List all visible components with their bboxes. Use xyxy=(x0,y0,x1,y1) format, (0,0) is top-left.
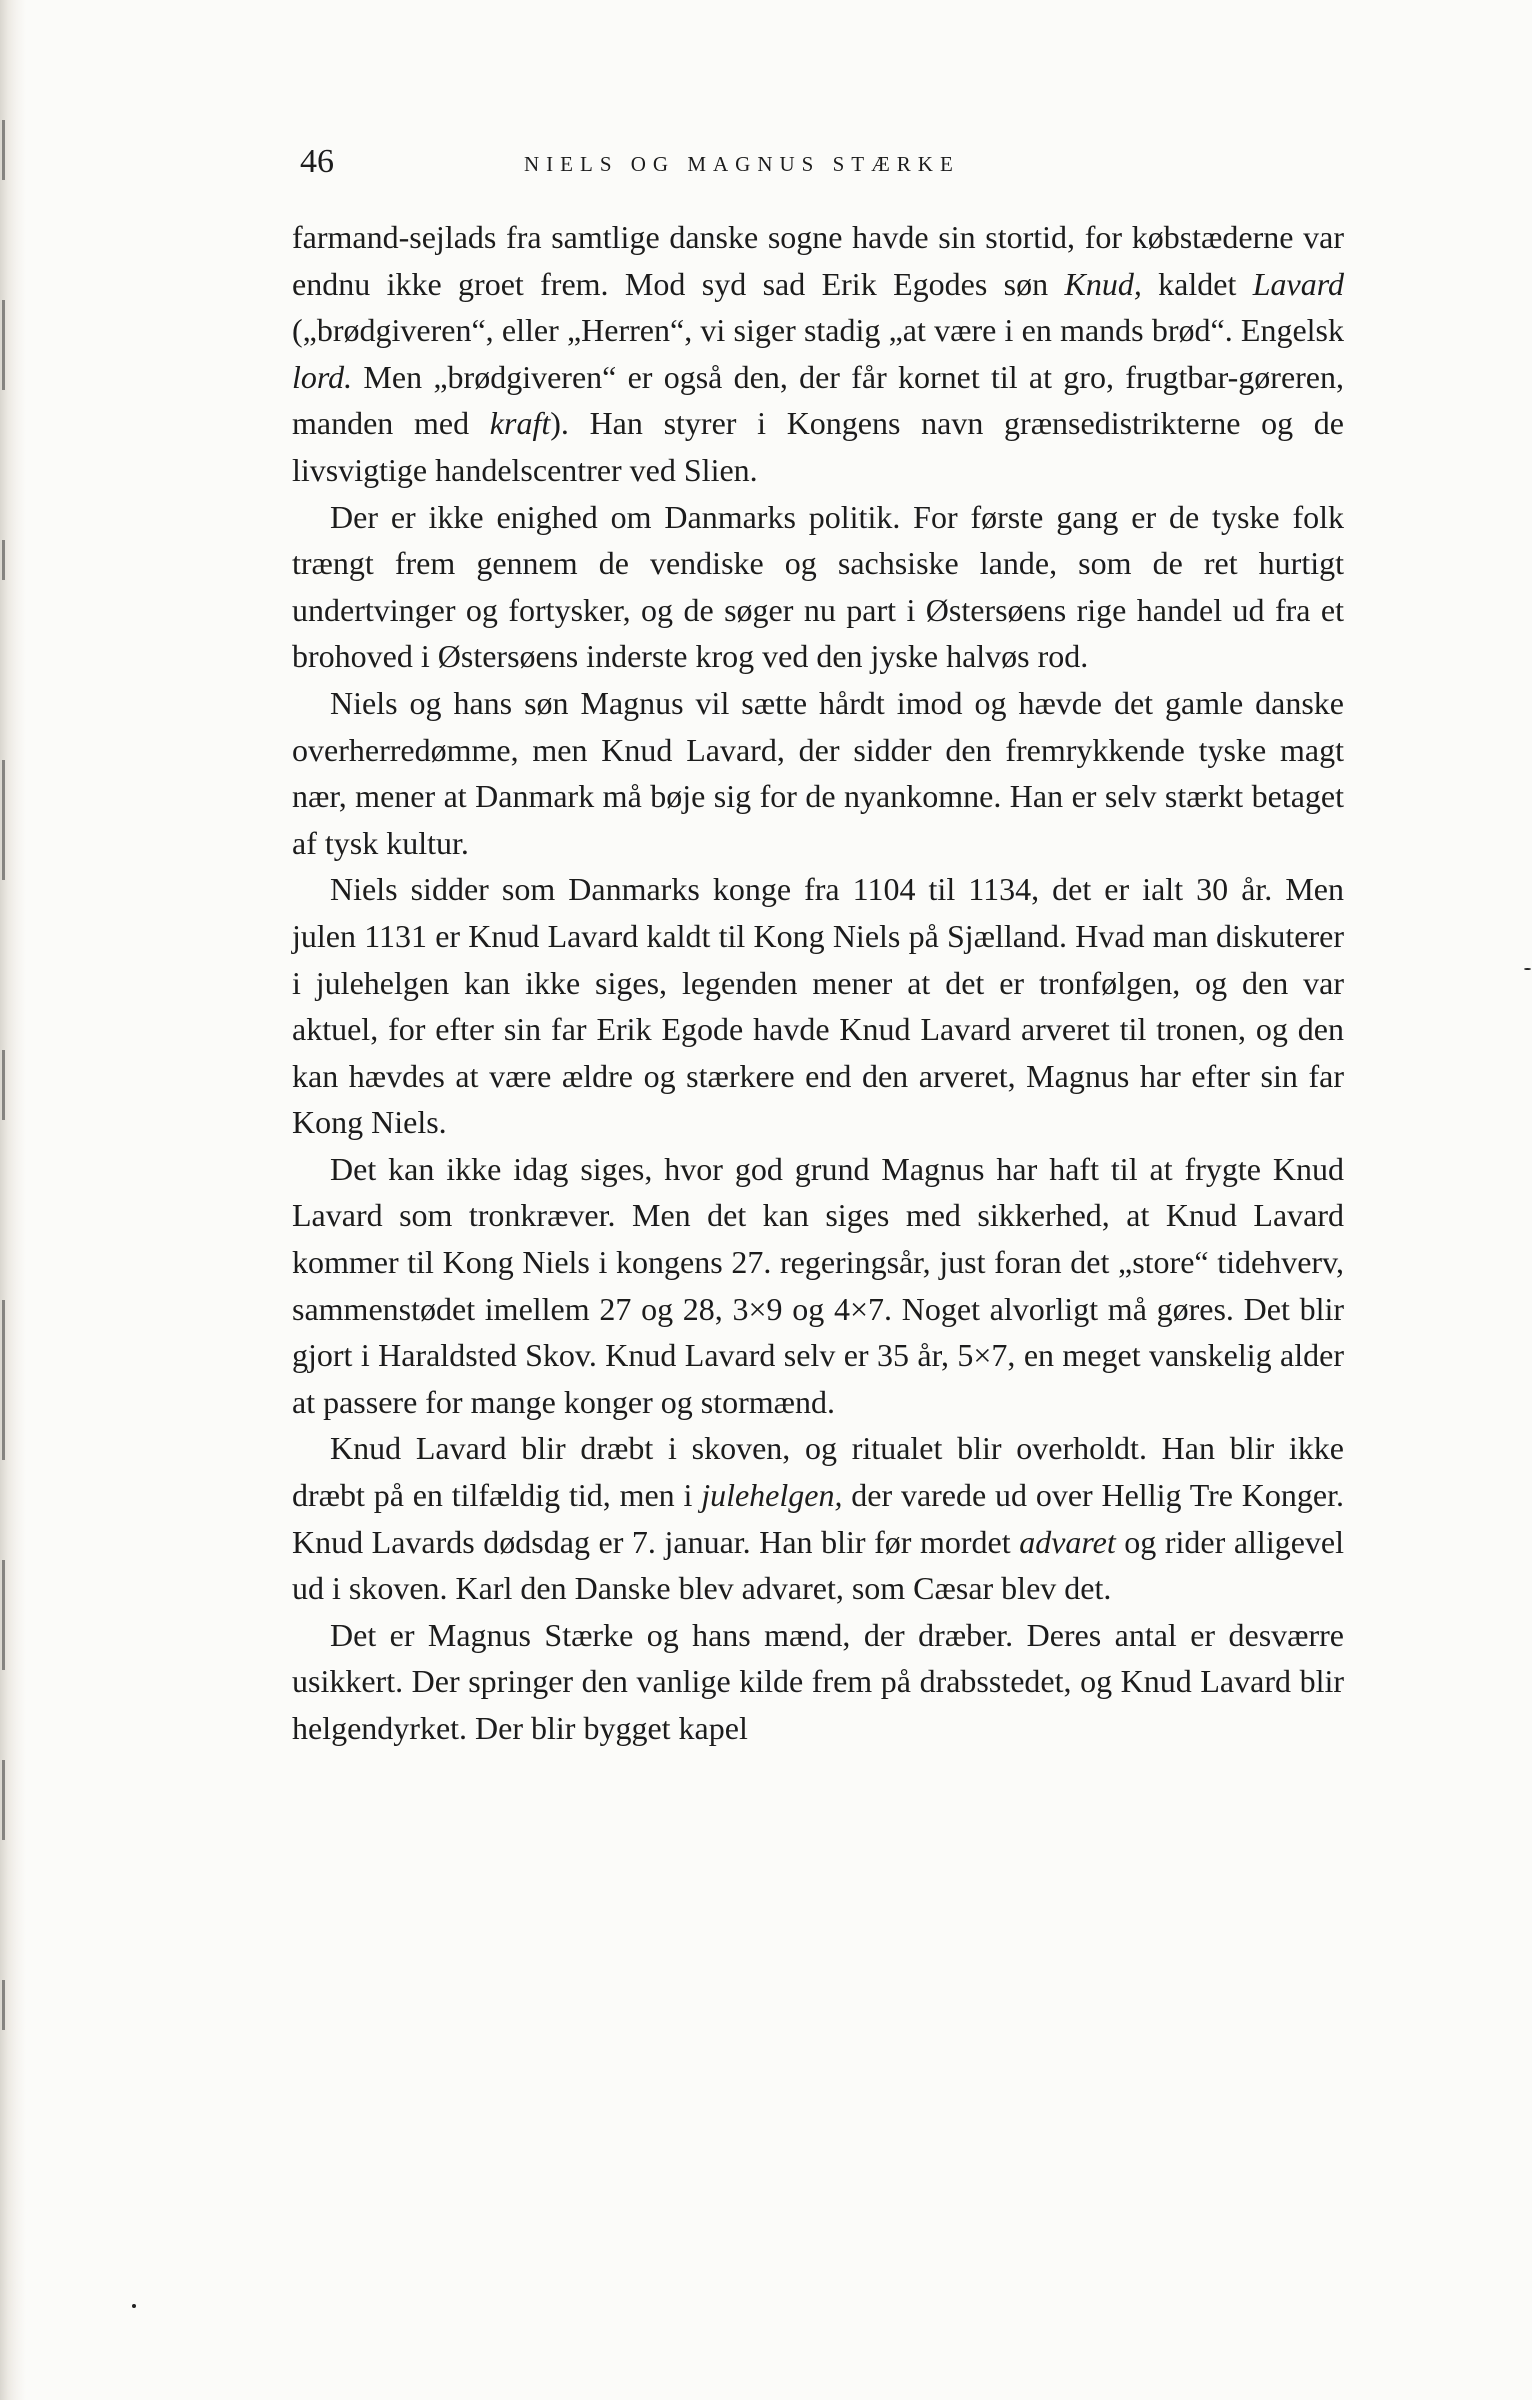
italic-text: advaret xyxy=(1019,1523,1116,1560)
page-edge xyxy=(0,0,26,2400)
text-run: kaldet xyxy=(1141,265,1253,302)
paragraph xyxy=(292,214,1344,494)
page-number: 46 xyxy=(300,143,334,180)
text-run: ). Han styrer i Kongens navn grænsedistrikterne og de livsvigtige handelscentrer ved Slien. xyxy=(292,405,1345,488)
text-run: Der er ikke enighed om Danmarks politik. For første gang er de tyske folk trængt frem gennem de vendiske og sachsiske lande, som de ret hurtigt undertvinger og fortysker, og de søger nu part i Østersøens rige handel ud fra et brohoved i Østersøens inderste krog ved den jyske halvøs rod. xyxy=(292,498,1344,675)
running-title: NIELS OG MAGNUS STÆRKE xyxy=(524,152,960,176)
scan-speck xyxy=(1524,968,1531,970)
paragraph xyxy=(292,1146,1344,1426)
paragraph xyxy=(292,680,1344,866)
text-run: og rider alligevel ud i skoven. Karl den Danske blev advaret, som Cæsar blev det. xyxy=(292,1523,1345,1607)
scan-speck xyxy=(132,2304,136,2308)
paragraph xyxy=(292,866,1344,1146)
text-run: der varede ud over Hellig Tre Konger. Knud Lavards dødsdag er 7. januar. Han blir før mordet xyxy=(292,1477,1345,1560)
italic-text: julehelgen, xyxy=(701,1477,843,1514)
text-run: Det er Magnus Stærke og hans mænd, der dræber. Deres antal er desværre usikkert. Der springer den vanlige kilde frem på drabsstedet, og Knud Lavard blir helgendyrket. Der blir bygget kapel xyxy=(292,1616,1344,1746)
edge-mark xyxy=(2,1980,5,2030)
text-run: Niels sidder som Danmarks konge fra 1104 til 1134, det er ialt 30 år. Men julen 1131 er Knud Lavard kaldt til Kong Niels på Sjælland. Hvad man diskuterer i julehelgen kan ikke siges, legenden mener at det er tronfølgen, og den var aktuel, for efter sin far Erik Egode havde Knud Lavard arveret til tronen, og den kan hævdes at være ældre og stærkere end den arveret, Magnus har efter sin far Kong Niels. xyxy=(292,871,1344,1141)
edge-mark xyxy=(2,540,5,580)
edge-mark xyxy=(2,1760,5,1840)
book-page xyxy=(292,140,1344,1752)
edge-mark xyxy=(2,1300,5,1460)
edge-mark xyxy=(2,300,5,390)
edge-mark xyxy=(2,120,5,180)
text-run: Knud Lavard blir dræbt i skoven, og ritualet blir overholdt. Han blir ikke dræbt på en tilfældig tid, men i xyxy=(292,1430,1344,1514)
paragraph xyxy=(292,494,1344,680)
running-head xyxy=(292,140,1344,196)
italic-text: lord. xyxy=(292,358,353,395)
paragraph xyxy=(292,1425,1344,1611)
edge-mark xyxy=(2,1560,5,1670)
edge-mark xyxy=(2,1050,5,1120)
text-run: Niels og hans søn Magnus vil sætte hårdt imod og hævde det gamle danske overherredømme, men Knud Lavard, der sidder den fremrykkende tyske magt nær, mener at Danmark må bøje sig for de nyankomne. Han er selv stærkt betaget af tysk kultur. xyxy=(292,684,1344,861)
text-run: („brødgiveren“, eller „Herren“, vi siger stadig „at være i en mands brød“. Engelsk xyxy=(292,312,1344,349)
italic-text: kraft xyxy=(489,405,551,442)
edge-mark xyxy=(2,760,5,880)
paragraph xyxy=(292,1612,1344,1752)
text-run: farmand-sejlads fra samtlige danske sogne havde sin stortid, for købstæderne var endnu ikke groet frem. Mod syd sad Erik Egodes søn xyxy=(292,219,1344,302)
italic-text: Lavard xyxy=(1252,265,1345,302)
italic-text: Knud, xyxy=(1064,265,1142,302)
text-run: Men „brødgiveren“ er også den, der får kornet til at gro, frugtbar-gøreren, manden med xyxy=(292,358,1344,442)
text-run: Det kan ikke idag siges, hvor god grund Magnus har haft til at frygte Knud Lavard som tronkræver. Men det kan siges med sikkerhed, at Knud Lavard kommer til Kong Niels i kongens 27. regeringsår, just foran det „store“ tidehverv, sammenstødet imellem 27 og 28, 3×9 og 4×7. Noget alvorligt må gøres. Det blir gjort i Haraldsted Skov. Knud Lavard selv er 35 år, 5×7, en meget vanskelig alder at passere for mange konger og stormænd. xyxy=(292,1150,1344,1420)
body-text xyxy=(292,214,1344,1752)
